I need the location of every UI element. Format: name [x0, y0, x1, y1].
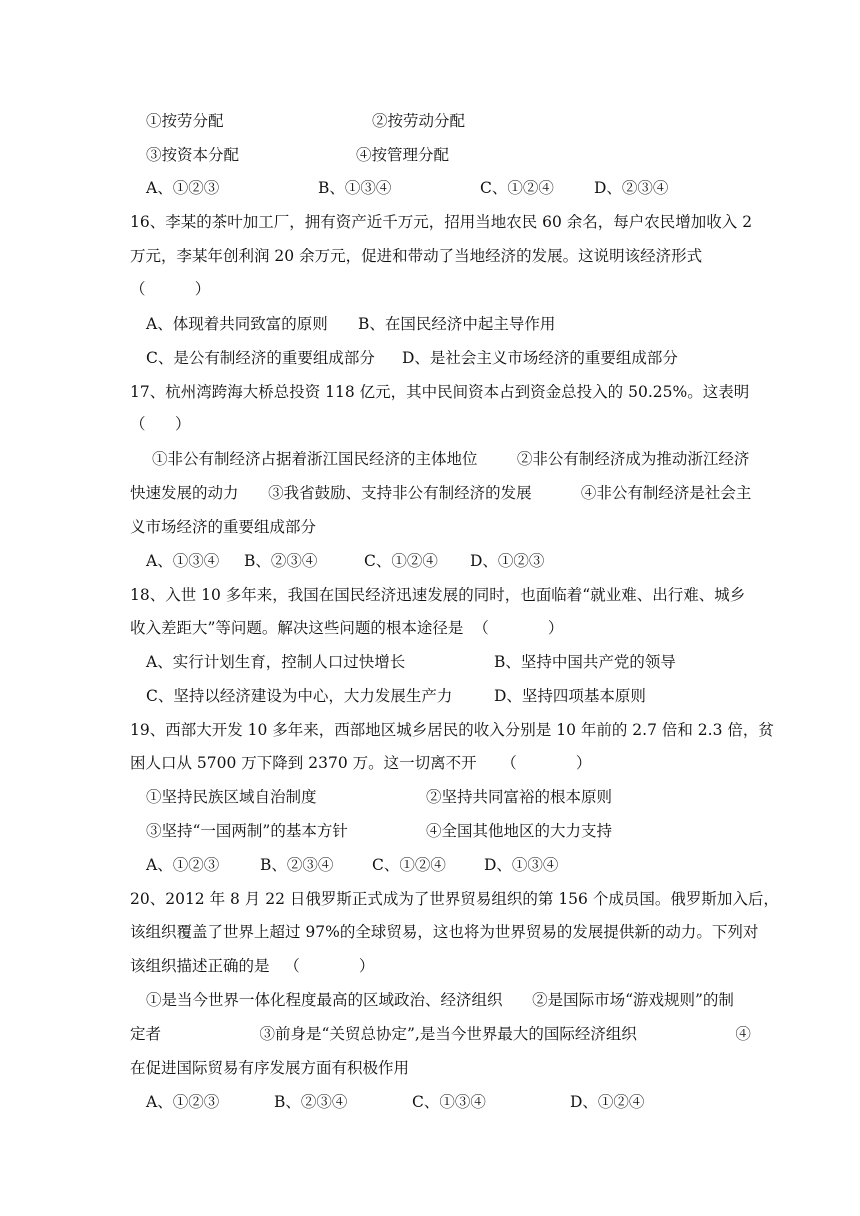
q17-option-c: C、①②④ [364, 552, 438, 570]
q15-option-b: B、①③④ [318, 179, 392, 197]
q16-answer-blank: （ ） [130, 280, 211, 298]
q19-stem-line-2: 困人口从 5700 万下降到 2370 万。这一切离不开 （ ） [130, 754, 592, 772]
q18-stem-line-1: 18、入世 10 多年来，我国在国民经济迅速发展的同时，也面临着“就业难、出行难、城乡 [130, 586, 746, 604]
q20-body-line-1: ①是当今世界一体化程度最高的区域政治、经济组织 ②是国际市场“游戏规则”的制 [146, 991, 734, 1009]
q18-stem-line-2: 收入差距大”等问题。解决这些问题的根本途径是 （ ） [130, 619, 564, 637]
q17-option-a: A、①③④ [146, 552, 220, 570]
q19-item-1: ①坚持民族区域自治制度 [146, 788, 317, 806]
q19-option-d: D、①③④ [484, 856, 559, 874]
q18-option-b: B、坚持中国共产党的领导 [494, 653, 676, 671]
q20-stem-line-1: 20、2012 年 8 月 22 日俄罗斯正式成为了世界贸易组织的第 156 个成员国。俄罗斯加入后， [130, 890, 779, 908]
q20-body-line-3: 在促进国际贸易有序发展方面有积极作用 [130, 1059, 410, 1077]
q18-option-c: C、坚持以经济建设为中心，大力发展生产力 [146, 687, 453, 705]
q19-item-4: ④全国其他地区的大力支持 [426, 822, 613, 840]
q15-item-2: ②按劳动分配 [372, 112, 466, 130]
q19-item-3: ③坚持“一国两制”的基本方针 [146, 822, 348, 840]
q16-option-b: B、在国民经济中起主导作用 [358, 315, 556, 333]
q18-option-a: A、实行计划生育，控制人口过快增长 [146, 653, 406, 671]
q17-body-line-3: 义市场经济的重要组成部分 [130, 518, 317, 536]
q15-option-a: A、①②③ [146, 179, 220, 197]
q15-option-c: C、①②④ [480, 179, 554, 197]
q17-option-d: D、①②③ [470, 552, 545, 570]
q16-option-a: A、体现着共同致富的原则 [146, 315, 328, 333]
q16-option-d: D、是社会主义市场经济的重要组成部分 [402, 349, 678, 367]
q18-option-d: D、坚持四项基本原则 [494, 687, 646, 705]
q20-stem-line-2: 该组织覆盖了世界上超过 97%的全球贸易，这也将为世界贸易的发展提供新的动力。下列对 [130, 923, 759, 941]
q19-option-a: A、①②③ [146, 856, 220, 874]
q20-option-c: C、①③④ [412, 1093, 486, 1111]
q16-stem-line-1: 16、李某的茶叶加工厂，拥有资产近千万元，招用当地农民 60 余名，每户农民增加收入 2 [130, 213, 753, 231]
q19-item-2: ②坚持共同富裕的根本原则 [426, 788, 613, 806]
q17-body-line-2: 快速发展的动力 ③我省鼓励、支持非公有制经济的发展 ④非公有制经济是社会主 [130, 484, 752, 502]
q19-option-c: C、①②④ [372, 856, 446, 874]
q19-option-b: B、②③④ [260, 856, 334, 874]
q15-item-3: ③按资本分配 [146, 146, 240, 164]
q16-stem-line-2: 万元，李某年创利润 20 余万元，促进和带动了当地经济的发展。这说明该经济形式 [130, 247, 703, 265]
q16-option-c: C、是公有制经济的重要组成部分 [146, 349, 375, 367]
q15-option-d: D、②③④ [594, 179, 669, 197]
q15-item-4: ④按管理分配 [356, 146, 450, 164]
q20-option-a: A、①②③ [146, 1093, 220, 1111]
q20-body-line-2: 定者 ③前身是“关贸总协定”,是当今世界最大的国际经济组织 ④ [130, 1025, 751, 1043]
q17-stem-line-1: 17、杭州湾跨海大桥总投资 118 亿元，其中民间资本占到资金总投入的 50.25%。这表明 [130, 383, 750, 401]
q17-answer-blank: （ ） [130, 415, 191, 433]
q20-stem-line-3: 该组织描述正确的是 （ ） [130, 957, 375, 975]
q20-option-b: B、②③④ [274, 1093, 348, 1111]
q17-option-b: B、②③④ [244, 552, 318, 570]
q19-stem-line-1: 19、西部大开发 10 多年来，西部地区城乡居民的收入分别是 10 年前的 2.7 倍和 2.3 倍，贫 [130, 721, 774, 739]
q17-body-line-1: ①非公有制经济占据着浙江国民经济的主体地位 ②非公有制经济成为推动浙江经济 [152, 450, 750, 468]
q15-item-1: ①按劳分配 [146, 112, 224, 130]
q20-option-d: D、①②④ [570, 1093, 645, 1111]
